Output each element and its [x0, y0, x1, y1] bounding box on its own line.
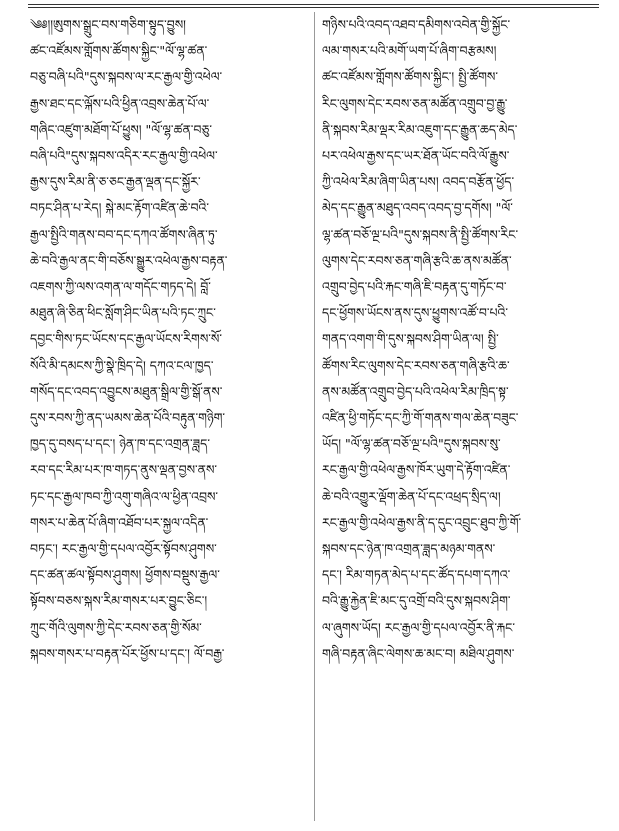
text-line: ཆེ་བའི་རྒྱལ་ནང་གི་བཅོས་སྒྱུར་འཕེལ་རྒྱས་བརྟན་	[30, 252, 228, 268]
text-line: ཁྱད་དུ་བསད་པ་དང་། ཉེན་ཁ་དང་འགྲན་ཟླད་	[30, 436, 210, 452]
text-line: རང་རྒྱལ་གྱི་འཕེལ་རྒྱས་ནི་ད་དུང་འབྲུང་ཐུབ་ཀྱི་གོ་	[322, 514, 522, 530]
column-divider	[314, 12, 315, 821]
text-line: ཚང་འཛོམས་གློགས་ཚོགས་སྐྱིང་"ལོ་ལྷ་ཚན་	[30, 43, 208, 59]
top-rule-inner	[28, 7, 599, 8]
text-line: བཅུ་བཞི་པའི"དུས་སྐབས་ལ་རང་རྒྱལ་གྱི་འཕེལ་	[30, 69, 223, 85]
text-line: དང་། རིམ་གཏན་མེད་པ་དང་ཚོད་དཔག་དཀའ་	[322, 567, 511, 583]
text-line: འཛིན་ཕྱི་གཏོང་དང་ཀྱི་གོ་གནས་གལ་ཆེན་བཟུང་	[322, 410, 519, 426]
text-line: ཚང་འཛོམས་གློགས་ཚོགས་སྐྱིང་། སྤྱི་ཚོགས་	[322, 69, 498, 85]
text-line: འགྲུབ་བྱེད་པའི་རྐང་གཞི་ཇི་བརྟན་དུ་གཏོང་བ་	[322, 279, 507, 295]
text-line: དབྱང་གིས་ཏང་ཡོངས་དང་རྒྱལ་ཡོངས་རིགས་སོ་	[30, 331, 222, 347]
text-line: ཀྱི་འཕེལ་རིམ་ཞིག་ཡིན་པས། འབད་བརྩོན་ཕྱོད་	[322, 174, 515, 190]
text-line: གཞིང་འཛུག་མཐོག་པོ་ཕྱུས། "ལོ་ལྷ་ཚན་བཅུ་	[30, 121, 212, 137]
text-line: རྒྱས་དུས་རིམ་ནི་ཅ་ཅང་རྒྱན་ལྡན་དང་སྐྱོར་	[30, 174, 201, 190]
text-line: ལ་ཞུགས་ཡོད། རང་རྒྱལ་གྱི་དཔལ་འབྱོར་ནི་རྐང་	[322, 619, 516, 635]
text-line: པར་འཕེལ་རྒྱས་དང་ཡར་ཐོན་ཡོང་བའི་ལོ་རྒྱུས་	[322, 148, 510, 164]
text-line: རིང་ལུགས་དེང་རབས་ཅན་མཚོན་འགྲུབ་བྱ་རྒྱུ་	[322, 95, 508, 111]
text-line: ལུགས་དེང་རབས་ཅན་གཞི་རྩའི་ཆ་ནས་མཚོན་	[322, 252, 512, 268]
text-line: སྟོབས་བཅས་སྐས་རིམ་གསར་པར་བྱུང་ཅིང་།	[30, 593, 208, 609]
text-line: རྒྱས་ཐང་དང་ལྐོས་པའི་ཕྱིན་འབྲས་ཆེན་པོ་ལ་	[30, 95, 210, 111]
text-line: བའི་རྒྱུ་རྐྱེན་ཇི་མང་དུ་འགྲོ་བའི་དུས་སྐབས་ཤིག་	[322, 593, 511, 609]
text-line: དང་ཚན་ཚལ་སྟོབས་ཤུགས། ཕྱོགས་བསྡུས་རྒྱལ་	[30, 567, 220, 583]
text-line: རྒྱལ་སྤྱིའི་གནས་བབ་དང་དཀའ་ཚོགས་ཞིན་ཏུ་	[30, 226, 218, 242]
text-line: ཚོགས་རིང་ལུགས་དེང་རབས་ཅན་གཞི་རྩའི་ཆ་	[322, 357, 510, 373]
text-line: གནད་འགག་གི་དུས་སྐབས་ཤིག་ཡིན་ལ། སྤྱི་	[322, 331, 499, 347]
text-line: ཀྲུང་གོའི་ལུགས་ཀྱི་དེང་རབས་ཅན་གྱི་སོམ་	[30, 619, 202, 635]
text-line: དང་ཕྱོགས་ཡོངས་ནས་དུས་ཕྱུགས་འཚོ་བ་པའི་	[322, 305, 509, 321]
text-line: རབ་དང་རིམ་པར་ཁ་གཏད་ནུས་ལྡན་བྱས་ནས་	[30, 462, 218, 478]
text-line: བཏང་ཤིན་པ་རེད། སྐེ་མང་རྟོག་འཛིན་ཆེ་བའི་	[30, 200, 210, 216]
text-line: ༄༅།།ཨུགས་སྒྲུང་བས་གཅིག་སྟུད་བྱུས།	[30, 17, 186, 32]
text-line: ཆེ་བའི་འགྱུར་ལྡོག་ཆེན་པོ་དང་འཕྲད་སྲིད་ལ།	[322, 488, 501, 504]
left-column	[30, 12, 306, 823]
text-line: གཉིས་པའི་འབད་འཐབ་དམིགས་འབེན་གྱི་སྐྱོང་	[322, 17, 511, 32]
text-line: མེད་དང་རྒྱུན་མཐུད་འབད་འབད་བྱ་དགོས། "ལོ་	[322, 200, 513, 216]
top-rule	[28, 4, 599, 5]
right-column	[322, 12, 604, 823]
text-line: ལམ་གསར་པའི་མགོ་ཡག་པོ་ཞིག་བརྩམས།	[322, 43, 497, 59]
text-line: བཏང་། རང་རྒྱལ་གྱི་དཔལ་འབྱོར་སྟོབས་ཤུགས་	[30, 541, 217, 557]
text-line: ལྷ་ཚན་བཅོ་ལྔ་པའི"དུས་སྐབས་ནི་སྤྱི་ཚོགས་རིང་	[322, 226, 519, 242]
text-line: གཞི་བརྟན་ཞིང་ལེགས་ཆ་མང་བ། མཐིལ་ཤུགས་	[322, 645, 515, 661]
text-line: སོའི་མི་དམངས་ཀྱི་སྣེ་ཁྲིད་དེ། དཀའ་ངལ་ཁྱད་	[30, 357, 214, 373]
text-line: ཏང་དང་རྒྱལ་ཁབ་ཀྱི་འགུ་གཞིའ་ལ་ཕྱིན་འབྲས་	[30, 488, 219, 504]
text-line: ཡོད། "ལོ་ལྷ་ཚན་བཅོ་ལྔ་པའི"དུས་སྐབས་སུ་	[322, 436, 501, 452]
text-line: རང་རྒྱལ་གྱི་འཕེལ་རྒྱས་ཁོར་ཡུག་དེ་རྟོག་འཛིན་	[322, 462, 511, 478]
text-line: བཞི་པའི"དུས་སྐབས་འདིར་རང་རྒྱལ་གྱི་འཕེལ་	[30, 148, 218, 164]
text-line: གསོད་དང་འབད་འབྱུངས་མཐུན་སྒྲིལ་གྱི་སྒོ་ནས་	[30, 383, 223, 399]
text-line: གསར་པ་ཆེན་པོ་ཞིག་འཐོབ་པར་སྐྱལ་འདིན་	[30, 514, 209, 530]
text-line: སྐབས་གསར་པ་བརྟན་པོར་ཕྱོས་པ་དང་། ལོ་བརྒྱ་	[30, 645, 225, 661]
text-line: དུས་རབས་ཀྱི་ནད་ཡམས་ཆེན་པོའི་བརྟུན་གཉིག་	[30, 410, 226, 426]
text-line: མཐུན་ཞི་ཅིན་ཕིང་སློག་ཤིང་ཡིན་པའི་ཏང་ཀྲུང་	[30, 305, 216, 321]
text-line: ནས་མཚོན་འགྲུབ་བྱེད་པའི་འཕེལ་རིམ་ཁྲིད་སྟ་	[322, 383, 509, 399]
text-line: ནི་སྐབས་རིམ་ལྡར་རིམ་འཇུག་དང་རྒྱུན་ཆད་མེད་	[322, 121, 518, 137]
text-line: སྐབས་དང་ཉེན་ཁ་འགྲན་ཟླད་མཉམ་གནས་	[322, 541, 496, 557]
text-line: འཇགས་ཀྱི་ལས་འགན་ལ་གདོང་གཏད་དེ། བློ་	[30, 279, 211, 295]
